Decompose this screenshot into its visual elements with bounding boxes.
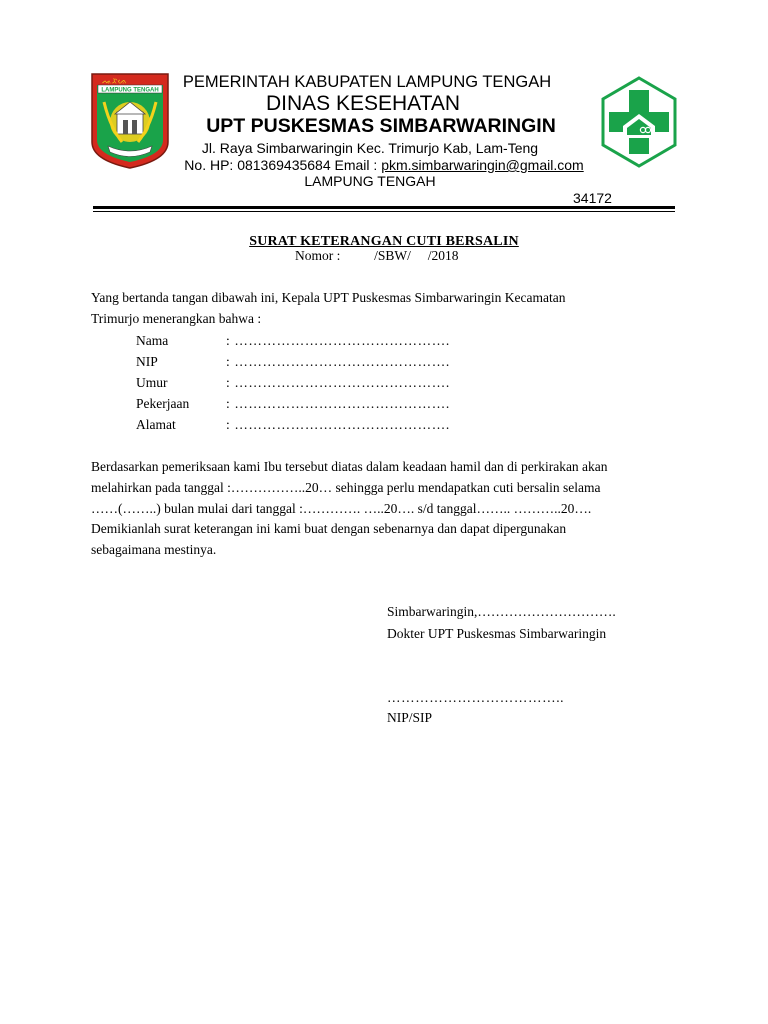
svg-text:ᨕᨅᨗᨊᨙ: ᨕᨅᨗᨊᨙ <box>102 76 127 86</box>
field-value-nip: : ………………………………………. <box>226 354 450 369</box>
field-label-nama: Nama <box>136 333 169 348</box>
svg-text:LAMPUNG TENGAH: LAMPUNG TENGAH <box>101 87 159 94</box>
field-label-alamat: Alamat <box>136 417 176 432</box>
body-line-1: Berdasarkan pemeriksaan kami Ibu tersebut diatas dalam keadaan hamil dan di perkirakan akan <box>91 459 608 474</box>
field-value-umur: : ………………………………………. <box>226 375 450 390</box>
body-line-4: Demikianlah surat keterangan ini kami buat dengan sebenarnya dan dapat dipergunakan <box>91 521 567 536</box>
header-government: PEMERINTAH KABUPATEN LAMPUNG TENGAH <box>182 73 552 91</box>
header-contact <box>0 157 768 173</box>
header-agency: DINAS KESEHATAN <box>265 92 461 115</box>
letter-number: Nomor : /SBW/ /2018 <box>295 248 459 263</box>
signature-name-line: ……………………………….. <box>387 690 565 705</box>
header-postal-code: 34172 <box>573 190 612 206</box>
contact-phone: No. HP: 081369435684 Email : <box>184 157 382 173</box>
field-label-umur: Umur <box>136 375 168 390</box>
field-label-nip: NIP <box>136 354 158 369</box>
letterhead-divider-thin <box>93 211 675 212</box>
header-institution: UPT PUSKESMAS SIMBARWARINGIN <box>206 115 556 137</box>
intro-line-2: Trimurjo menerangkan bahwa : <box>91 311 262 326</box>
letterhead-divider-thick <box>93 206 675 209</box>
field-value-pekerjaan: : ………………………………………. <box>226 396 450 411</box>
header-region: LAMPUNG TENGAH <box>304 173 436 189</box>
signature-title: Dokter UPT Puskesmas Simbarwaringin <box>387 626 607 641</box>
field-value-alamat: : ………………………………………. <box>226 417 450 432</box>
signature-place-date: Simbarwaringin,…………………………. <box>387 604 616 619</box>
contact-email-link[interactable]: pkm.simbarwaringin@gmail.com <box>381 157 584 173</box>
body-line-3: ……(……..) bulan mulai dari tanggal :…………. …..20…. s/d tanggal…….. ………..20…. <box>91 501 592 516</box>
body-line-2: melahirkan pada tanggal :……………..20… sehingga perlu mendapatkan cuti bersalin selama <box>91 480 601 495</box>
field-value-nama: : ………………………………………. <box>226 333 450 348</box>
header-address: Jl. Raya Simbarwaringin Kec. Trimurjo Kab, Lam-Teng <box>201 140 539 156</box>
intro-line-1: Yang bertanda tangan dibawah ini, Kepala UPT Puskesmas Simbarwaringin Kecamatan <box>91 290 566 305</box>
body-line-5: sebagaimana mestinya. <box>91 542 217 557</box>
signature-id-label: NIP/SIP <box>387 710 433 725</box>
field-label-pekerjaan: Pekerjaan <box>136 396 190 411</box>
letter-title: SURAT KETERANGAN CUTI BERSALIN <box>249 234 519 249</box>
